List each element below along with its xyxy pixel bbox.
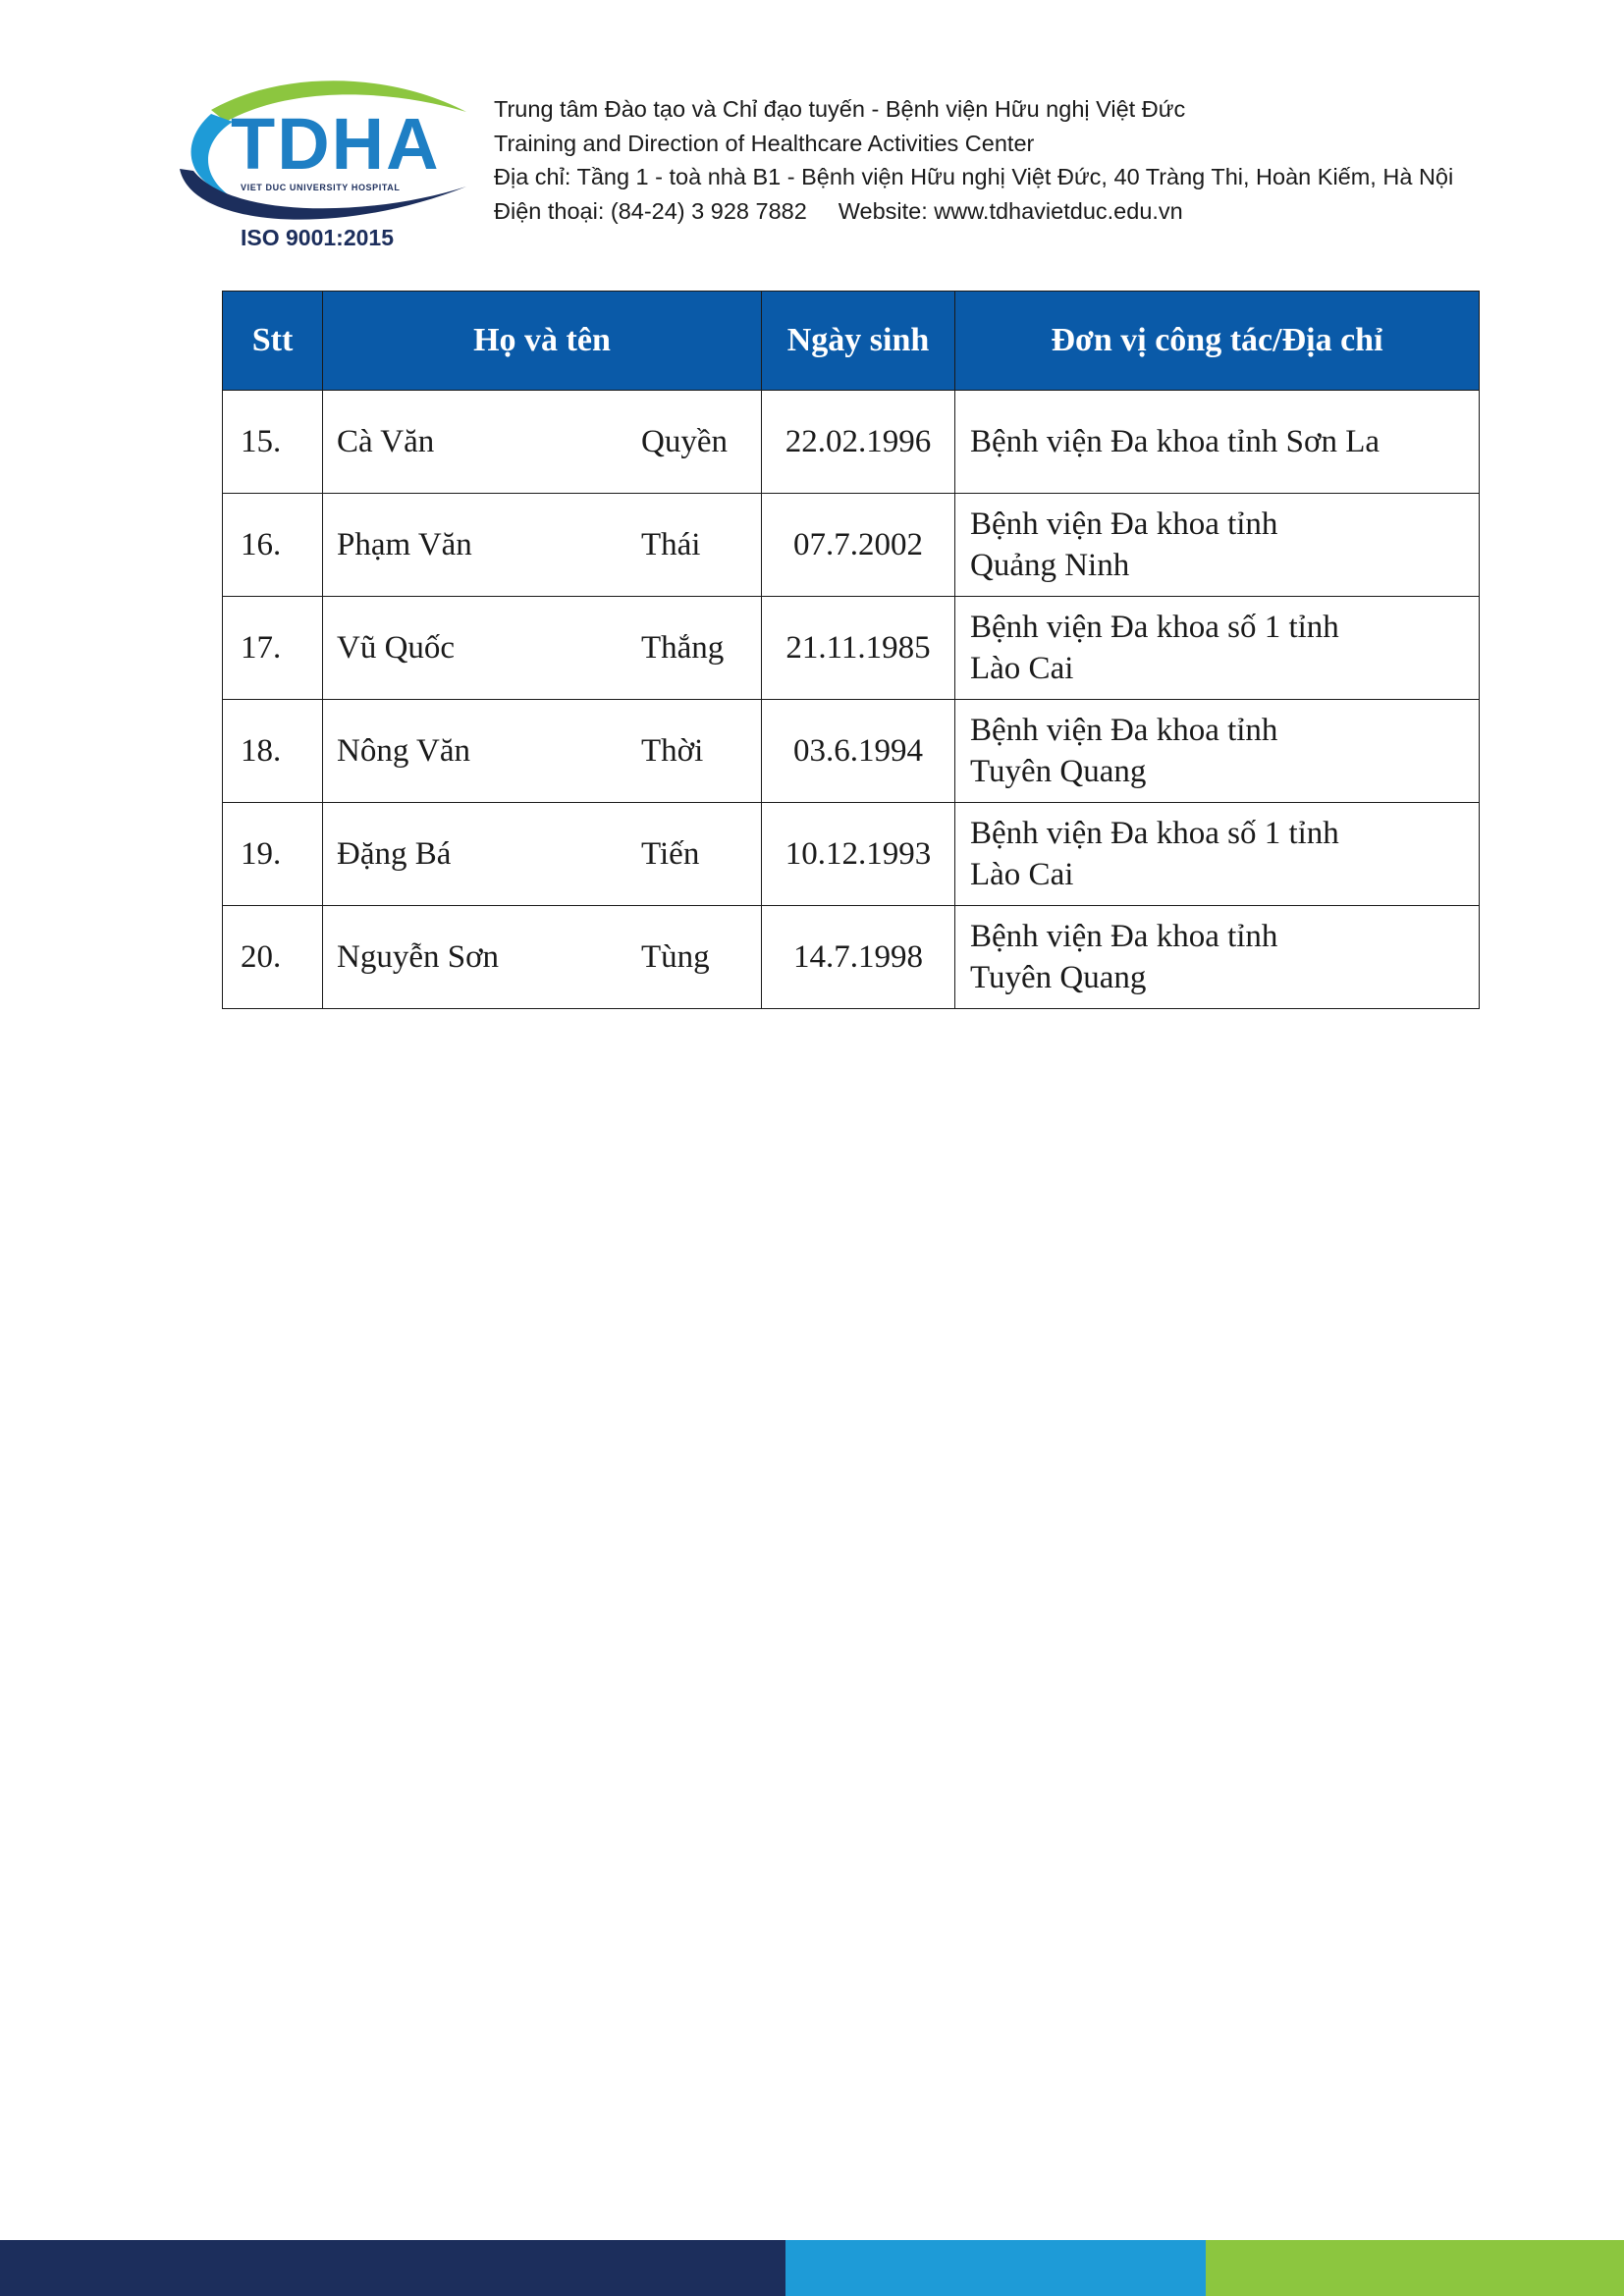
unit-text: Bệnh viện Đa khoa tỉnh Sơn La bbox=[970, 424, 1380, 459]
given-name: Thái bbox=[641, 527, 701, 562]
center-name-vi: Trung tâm Đào tạo và Chỉ đạo tuyến - Bệnh viện Hữu nghị Việt Đức bbox=[494, 96, 1186, 122]
footer-color-bar bbox=[0, 2240, 1624, 2296]
table-row bbox=[223, 803, 1480, 906]
cell-unit bbox=[955, 391, 1480, 494]
contact-line bbox=[494, 194, 1453, 229]
unit-text: Bệnh viện Đa khoa tỉnh Tuyên Quang bbox=[970, 713, 1278, 789]
footer-bar-navy bbox=[0, 2240, 785, 2296]
cell-stt: 16. bbox=[223, 494, 323, 597]
svg-text:TDHA: TDHA bbox=[231, 103, 441, 185]
cell-unit bbox=[955, 700, 1480, 803]
cell-unit bbox=[955, 803, 1480, 906]
phone: Điện thoại: (84-24) 3 928 7882 bbox=[494, 197, 807, 224]
table-row bbox=[223, 391, 1480, 494]
cell-dob: 14.7.1998 bbox=[762, 906, 955, 1009]
footer-bar-green bbox=[1206, 2240, 1624, 2296]
first-middle-name: Vũ Quốc bbox=[337, 630, 456, 666]
unit-text: Bệnh viện Đa khoa tỉnh Quảng Ninh bbox=[970, 507, 1278, 583]
unit-text: Bệnh viện Đa khoa số 1 tỉnh Lào Cai bbox=[970, 816, 1339, 892]
cell-stt: 18. bbox=[223, 700, 323, 803]
center-address: Địa chỉ: Tầng 1 - toà nhà B1 - Bệnh viện Hữu nghị Việt Đức, 40 Tràng Thi, Hoàn Kiếm, Hà Nội bbox=[494, 164, 1454, 189]
first-middle-name: Cà Văn bbox=[337, 424, 435, 459]
col-header-dob: Ngày sinh bbox=[762, 292, 955, 391]
first-middle-name: Phạm Văn bbox=[337, 527, 472, 562]
cell-dob: 21.11.1985 bbox=[762, 597, 955, 700]
cell-dob: 22.02.1996 bbox=[762, 391, 955, 494]
given-name: Thắng bbox=[641, 630, 725, 666]
cell-name bbox=[323, 803, 762, 906]
cell-unit bbox=[955, 494, 1480, 597]
cell-unit bbox=[955, 906, 1480, 1009]
col-header-stt: Stt bbox=[223, 292, 323, 391]
cell-dob: 10.12.1993 bbox=[762, 803, 955, 906]
cell-name bbox=[323, 700, 762, 803]
first-middle-name: Nông Văn bbox=[337, 733, 470, 769]
center-name-en: Training and Direction of Healthcare Activities Center bbox=[494, 130, 1035, 156]
cell-name bbox=[323, 494, 762, 597]
svg-text:ISO 9001:2015: ISO 9001:2015 bbox=[241, 225, 395, 250]
col-header-unit: Đơn vị công tác/Địa chỉ bbox=[955, 292, 1480, 391]
given-name: Tùng bbox=[641, 939, 710, 975]
table-row bbox=[223, 906, 1480, 1009]
svg-text:VIET DUC UNIVERSITY HOSPITAL: VIET DUC UNIVERSITY HOSPITAL bbox=[241, 183, 401, 192]
table-row bbox=[223, 700, 1480, 803]
cell-stt: 19. bbox=[223, 803, 323, 906]
cell-stt: 20. bbox=[223, 906, 323, 1009]
cell-stt: 15. bbox=[223, 391, 323, 494]
first-middle-name: Nguyễn Sơn bbox=[337, 939, 500, 975]
cell-name bbox=[323, 597, 762, 700]
given-name: Quyền bbox=[641, 424, 728, 459]
given-name: Tiến bbox=[641, 836, 700, 872]
cell-name bbox=[323, 906, 762, 1009]
cell-name bbox=[323, 391, 762, 494]
table-row bbox=[223, 597, 1480, 700]
unit-text: Bệnh viện Đa khoa tỉnh Tuyên Quang bbox=[970, 919, 1278, 995]
table-row bbox=[223, 494, 1480, 597]
cell-stt: 17. bbox=[223, 597, 323, 700]
table-header-row bbox=[223, 292, 1480, 391]
center-info bbox=[494, 92, 1453, 228]
participant-table bbox=[222, 291, 1480, 1009]
first-middle-name: Đặng Bá bbox=[337, 836, 452, 872]
col-header-name: Họ và tên bbox=[323, 292, 762, 391]
cell-dob: 03.6.1994 bbox=[762, 700, 955, 803]
footer-bar-blue bbox=[785, 2240, 1206, 2296]
cell-unit bbox=[955, 597, 1480, 700]
tdha-logo bbox=[172, 71, 476, 257]
given-name: Thời bbox=[641, 733, 704, 769]
unit-text: Bệnh viện Đa khoa số 1 tỉnh Lào Cai bbox=[970, 610, 1339, 686]
website[interactable]: Website: www.tdhavietduc.edu.vn bbox=[838, 197, 1183, 224]
cell-dob: 07.7.2002 bbox=[762, 494, 955, 597]
